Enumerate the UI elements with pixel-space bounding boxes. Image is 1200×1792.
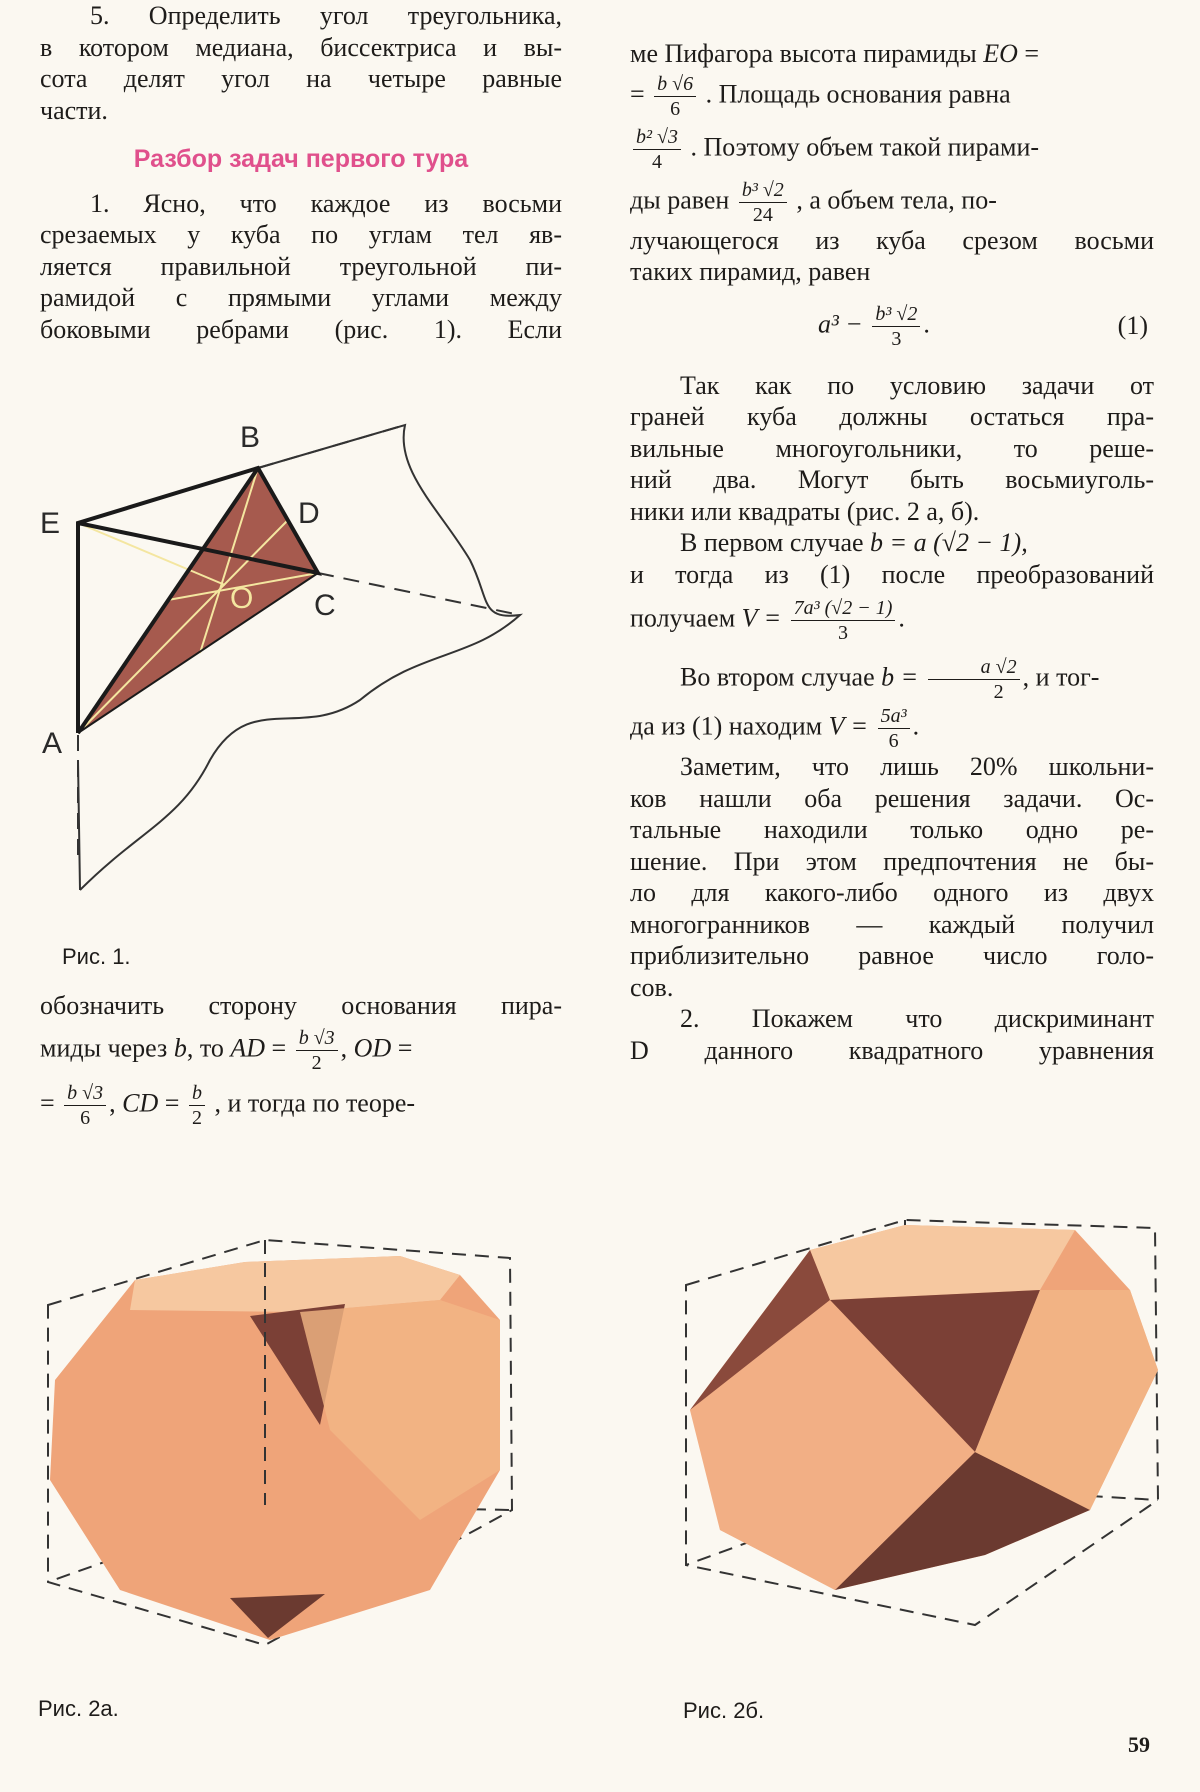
text: ды равен: [630, 184, 730, 214]
para3-line: Заметим, что лишь 20% школьни-: [680, 752, 1154, 781]
denominator: 2: [191, 1106, 202, 1129]
formula-line: [630, 38, 1154, 70]
equals: =: [397, 1032, 413, 1062]
var-CD: CD: [122, 1087, 159, 1117]
problem5-line: части.: [40, 95, 108, 125]
var-V: V =: [741, 603, 782, 633]
fraction: [928, 657, 1020, 702]
para3-line: шение. При этом предпочтения не бы-: [630, 846, 1154, 876]
solution1-line: 1. Ясно, что каждое из восьми: [90, 188, 562, 218]
numerator: b³ √2: [872, 304, 920, 327]
left-column-continued: [40, 990, 562, 1128]
para3-line: сов.: [630, 972, 674, 1002]
var-OD: OD: [353, 1032, 392, 1062]
text: , и тогда по теоре-: [214, 1087, 416, 1117]
formula: b = a (√2 − 1),: [870, 528, 1028, 557]
problem5-line: сота делят угол на четыре равные: [40, 64, 562, 93]
solution1-line: срезаемых у куба по углам тел яв-: [40, 220, 562, 249]
text: , а объем тела, по-: [796, 184, 997, 214]
label-O: O: [230, 582, 254, 615]
fraction: [296, 1028, 338, 1073]
label-C: C: [314, 589, 336, 622]
median-line: [78, 520, 288, 733]
fraction: [633, 127, 681, 172]
text-line: лучающегося из куба срезом восьми: [630, 225, 1154, 255]
case2-formula: да из (1) находим V = $\frac{\text{5a³}}{6}$ .: [630, 705, 920, 752]
para4-line: D данного квадратного уравнения: [630, 1035, 1154, 1065]
solution1-line: боковыми ребрами (рис. 1). Если: [40, 314, 562, 344]
figure-2a-truncated-cube: [40, 1230, 520, 1650]
denominator: 4: [651, 150, 662, 173]
equals: =: [630, 78, 645, 108]
case1-line: и тогда из (1) после преобразований: [630, 559, 1154, 589]
var-b: b: [173, 1032, 187, 1062]
equation-number: (1): [1117, 310, 1148, 340]
left-column: [40, 0, 562, 345]
denominator: 2: [311, 1051, 322, 1074]
formula-line: = $\frac{b √3}{6}$ , CD = $\frac{b}{2}$ , и тогда по теоре-: [40, 1081, 416, 1129]
text: , то: [186, 1032, 224, 1062]
case2-line: [630, 657, 1154, 702]
formula-line: [630, 180, 1154, 225]
para2-line: Так как по условию задачи от: [680, 370, 1154, 400]
equals: =: [164, 1087, 180, 1117]
denominator: 2: [993, 681, 1004, 703]
text: Во втором случае: [680, 662, 875, 692]
case1-formula: получаем V = $\frac{\text{7a³ (√2 − 1)}}{3}$ .: [630, 597, 905, 644]
formula: b =: [881, 662, 919, 692]
formula-line: миды через b, то AD = $\frac{b √3}{2}$ , OD =: [40, 1026, 413, 1074]
para2-line: ний два. Могут быть восьмиуголь-: [630, 465, 1154, 494]
text: a³ −: [818, 308, 863, 338]
para2-line: ники или квадраты (рис. 2 а, б).: [630, 496, 980, 526]
denominator: 3: [838, 622, 849, 644]
numerator: b³ √2: [739, 180, 787, 203]
fraction: [654, 74, 696, 119]
figure-1-pyramid: [40, 415, 540, 895]
label-B: B: [240, 421, 261, 454]
formula-expression: a³ − $\frac{\text{b³ √2}}{3}$ .: [818, 302, 930, 350]
para4-line: 2. Покажем что дискриминант: [680, 1004, 1154, 1033]
denominator: 6: [80, 1106, 91, 1129]
formula-line: [630, 127, 1154, 172]
equals: =: [271, 1032, 287, 1062]
numerator: 5a³: [878, 706, 910, 729]
numerator: b √3: [296, 1028, 338, 1051]
numerator: b: [189, 1083, 205, 1106]
denominator: 24: [752, 203, 773, 226]
problem5-line: 5. Определить угол треугольника,: [90, 1, 562, 30]
fraction: [878, 706, 910, 751]
figure-2a-caption: Рис. 2а.: [38, 1696, 119, 1721]
fraction: [189, 1083, 205, 1128]
text: получаем: [630, 603, 736, 633]
text-line: таких пирамид, равен: [630, 257, 871, 286]
equals: =: [1024, 39, 1040, 68]
para3-line: ло для какого-либо одного из двух: [630, 878, 1154, 907]
fraction: [872, 304, 920, 349]
text: ме Пифагора высота пирамиды: [630, 39, 977, 68]
text: миды через: [40, 1032, 168, 1062]
fraction: [64, 1083, 106, 1128]
var-V: V =: [828, 711, 869, 741]
text: да из (1) находим: [630, 711, 823, 741]
fraction: [791, 598, 896, 643]
case1-line: [630, 527, 1154, 559]
label-E: E: [40, 507, 61, 540]
fraction: [739, 180, 787, 225]
formula-line: [630, 74, 1154, 119]
text: В первом случае: [680, 528, 864, 557]
page-number: 59: [1128, 1732, 1150, 1757]
label-A: A: [42, 727, 63, 760]
label-D: D: [298, 497, 320, 530]
text: . Площадь основания равна: [705, 78, 1011, 108]
figure-2b-cuboctahedron: [670, 1210, 1170, 1640]
problem5-line: в котором медиана, биссектриса и вы-: [40, 32, 562, 62]
numerator: b √3: [64, 1083, 106, 1106]
para2-line: вильные многоугольники, то реше-: [630, 433, 1154, 463]
equals: =: [40, 1087, 55, 1117]
denominator: 6: [670, 97, 681, 120]
para3-line: ков нашли оба решения задачи. Ос-: [630, 783, 1154, 813]
var-AD: AD: [230, 1032, 266, 1062]
solution1-line: ляется правильной треугольной пи-: [40, 251, 562, 281]
figure-1-caption: Рис. 1.: [62, 944, 131, 969]
figure-2b-caption: Рис. 2б.: [683, 1698, 765, 1723]
formula-1: [630, 288, 1154, 360]
numerator: a √2: [928, 657, 1020, 680]
text: . Поэтому объем такой пирами-: [690, 131, 1040, 161]
text-line: обозначить сторону основания пира-: [40, 991, 562, 1020]
numerator: 7a³ (√2 − 1): [791, 598, 896, 621]
right-column: [630, 38, 1154, 1066]
solution1-line: рамидой с прямыми углами между: [40, 283, 562, 312]
var-EO: EO: [983, 39, 1018, 68]
para2-line: граней куба должны остаться пра-: [630, 402, 1154, 431]
para3-line: тальные находили только одно ре-: [630, 815, 1154, 844]
text: , и тог-: [1022, 662, 1100, 692]
denominator: 3: [891, 327, 902, 350]
denominator: 6: [888, 730, 899, 752]
para3-line: приблизительно равное число голо-: [630, 941, 1154, 970]
numerator: b √6: [654, 74, 696, 97]
para3-line: многогранников — каждый получил: [630, 909, 1154, 939]
section-heading: Разбор задач первого тура: [133, 145, 469, 173]
numerator: b² √3: [633, 127, 681, 150]
